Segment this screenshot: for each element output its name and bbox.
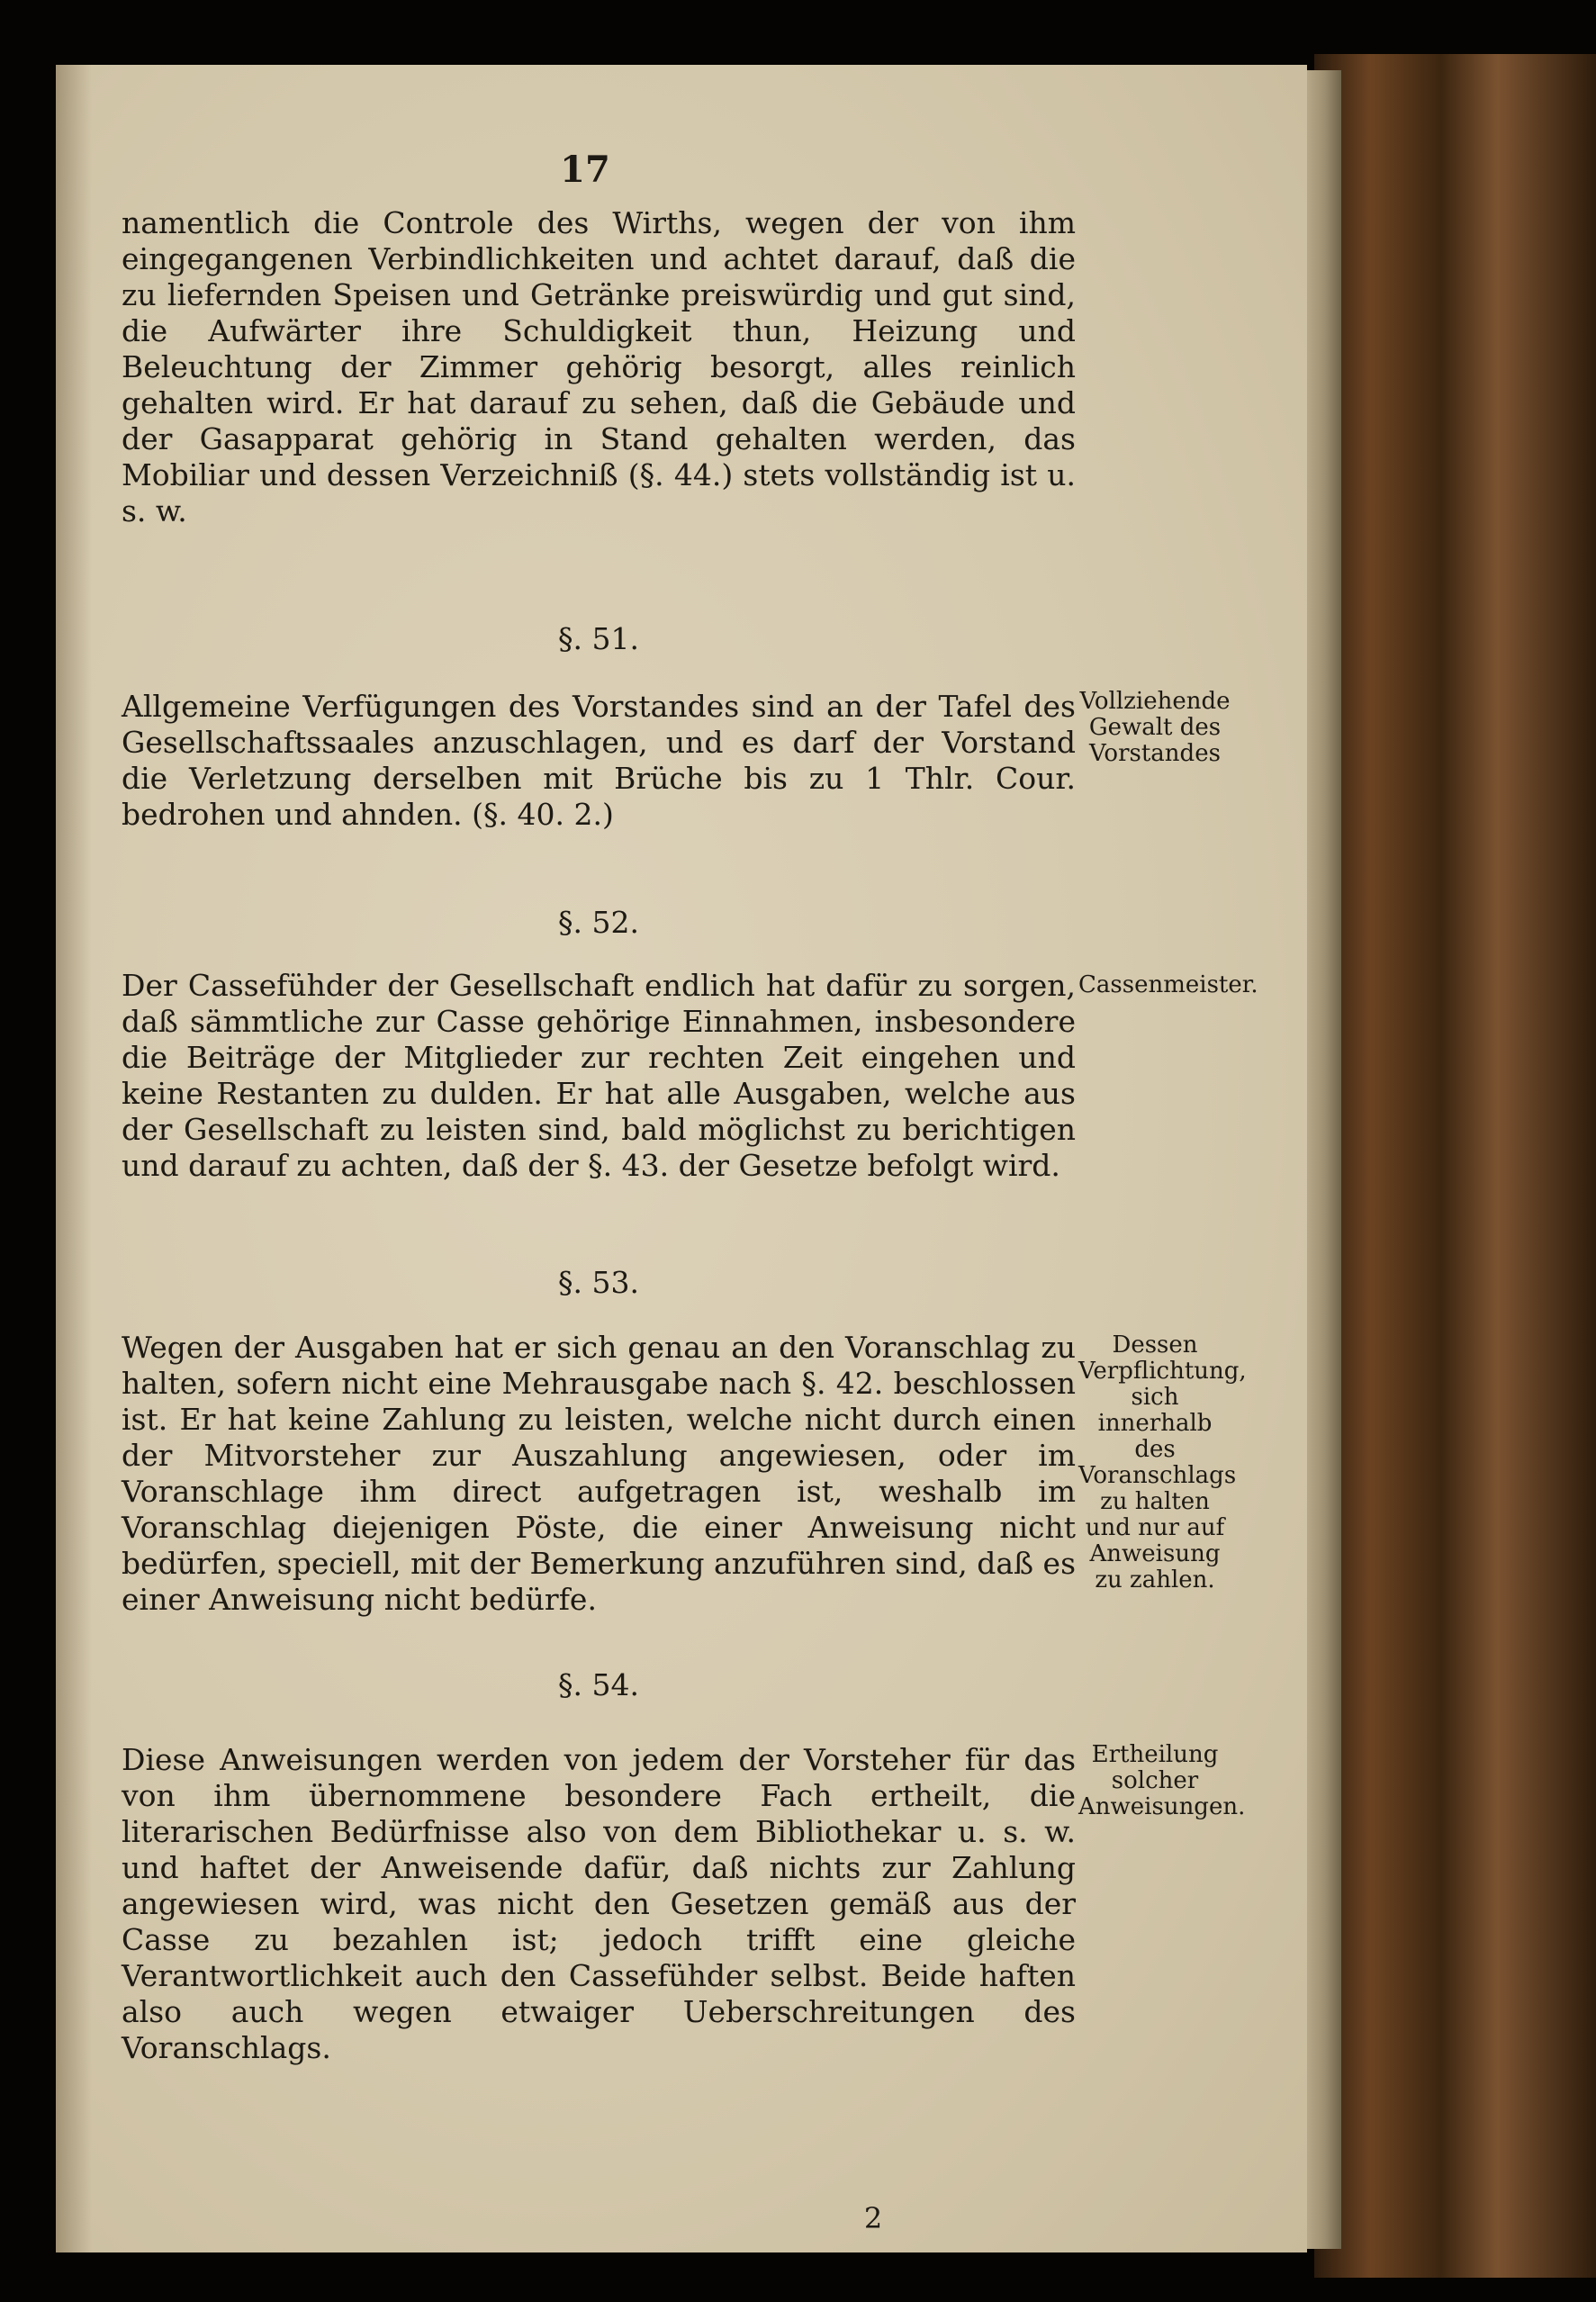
section-54-heading: §. 54. [558,1667,639,1702]
section-51-margin-note: Vollziehende Gewalt des Vorstandes [1079,688,1231,767]
page-gutter-shadow [56,65,92,2252]
section-52-heading: §. 52. [558,905,639,940]
section-53-margin-note: Dessen Verpflichtung, sich innerhalb des Voranschlags zu halten und nur auf Anweisung zu zahlen. [1078,1332,1247,1593]
section-54-text: Diese Anweisungen werden von jedem der Vorsteher für das von ihm übernommene besondere Fach ertheilt, die literarischen Bedürfnisse also von dem Bibliothekar u. s. w. und haftet der Anweisende dafür, daß nichts zur Zahlung angewiesen wird, was nicht den Gesetzen gemäß aus der Casse zu bezahlen ist; jedoch trifft eine gleiche Verantwortlichkeit auch den Cassefühder selbst. Beide haften also auch wegen etwaiger Ueberschreitungen des Voranschlags. [122,1742,1076,2065]
section-54-margin-note: Ertheilung solcher Anweisungen. [1078,1741,1246,1820]
section-53-heading: §. 53. [558,1265,639,1300]
section-52-margin-note: Cassenmeister. [1078,971,1258,998]
signature-mark: 2 [863,2201,883,2235]
section-51-text: Allgemeine Verfügungen des Vorstandes sind an der Tafel des Gesellschaftssaales anzuschlagen, und es darf der Vorstand die Verletzung derselben mit Brüche bis zu 1 Thlr. Cour. bedrohen und ahnden. (§. 40. 2.) [122,689,1076,832]
book-cover-edge [1314,54,1596,2278]
intro-paragraph: namentlich die Controle des Wirths, wegen der von ihm eingegangenen Verbindlichkeiten und achtet darauf, daß die zu liefernden Speisen und Getränke preiswürdig und gut sind, die Aufwärter ihre Schuldigkeit thun, Heizung und Beleuchtung der Zimmer gehörig besorgt, alles reinlich gehalten wird. Er hat darauf zu sehen, daß die Gebäude und der Gasapparat gehörig in Stand gehalten werden, das Mobiliar und dessen Verzeichniß (§. 44.) stets vollständig ist u. s. w. [122,205,1076,528]
section-53-text: Wegen der Ausgaben hat er sich genau an den Voranschlag zu halten, sofern nicht eine Mehrausgabe nach §. 42. beschlossen ist. Er hat keine Zahlung zu leisten, welche nicht durch einen der Mitvorsteher zur Auszahlung angewiesen, oder im Voranschlage ihm direct aufgetragen ist, weshalb im Voranschlag diejenigen Pöste, die einer Anweisung nicht bedürfen, speciell, mit der Bemerkung anzuführen sind, daß es einer Anweisung nicht bedürfe. [122,1330,1077,1617]
page-number: 17 [560,149,610,191]
section-51-heading: §. 51. [558,621,639,656]
section-52-text: Der Cassefühder der Gesellschaft endlich hat dafür zu sorgen, daß sämmtliche zur Casse gehörige Einnahmen, insbesondere die Beiträge der Mitglieder zur rechten Zeit eingehen und keine Restanten zu dulden. Er hat alle Ausgaben, welche aus der Gesellschaft zu leisten sind, bald möglichst zu berichtigen und darauf zu achten, daß der §. 43. der Gesetze befolgt wird. [122,968,1076,1183]
